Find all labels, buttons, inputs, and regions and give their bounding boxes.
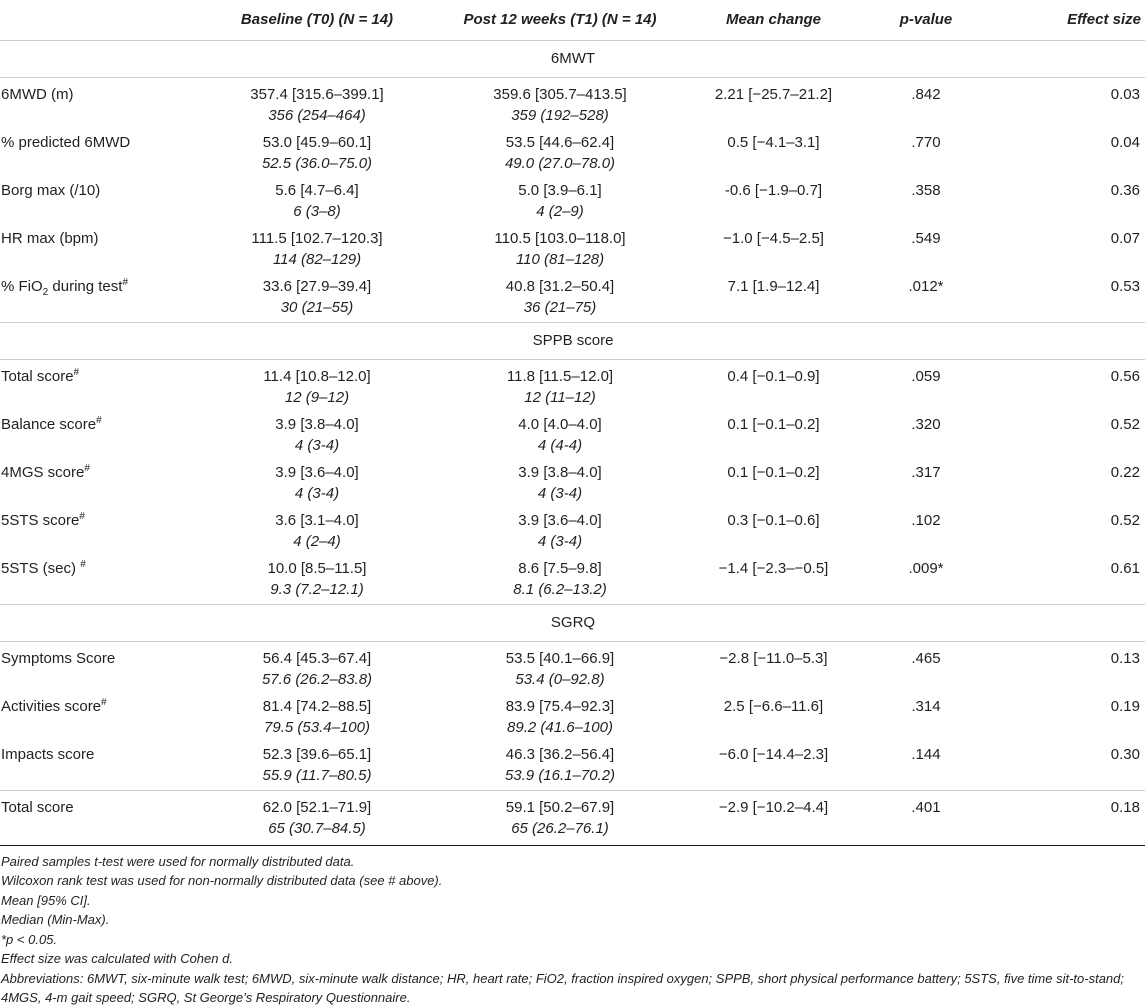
row-label [0,77,200,126]
row-label-text: Impacts score [1,745,95,763]
post-mean-ci: 40.8 [31.2–50.4] [505,277,615,295]
p-value-cell: .465 [911,649,941,667]
mean-change-cell: −2.8 [−11.0–5.3] [719,649,828,667]
footnote-line: Median (Min-Max). [1,912,110,927]
section-title: 6MWT [0,40,1145,77]
post-mean-ci: 359.6 [305.7–413.5] [493,85,627,103]
effect-size-cell: 0.30 [991,738,1145,791]
mean-change-cell: 0.1 [−0.1–0.2] [727,463,820,481]
baseline-median-range: 52.5 (36.0–75.0) [261,154,373,172]
row-label-text: % FiO [1,277,43,295]
effect-size-cell: 0.03 [1110,85,1140,103]
baseline-mean-ci: 3.9 [3.8–4.0] [275,415,359,433]
row-label [0,690,200,738]
header-cell-post: Post 12 weeks (T1) (N = 14) [434,0,686,40]
baseline-mean-ci: 357.4 [315.6–399.1] [250,85,384,103]
row-label [0,270,200,323]
row-label-text: Activities score [1,697,102,715]
post-mean-ci: 46.3 [36.2–56.4] [505,745,615,763]
row-label-text: 5STS (sec) [1,559,81,577]
baseline-cell [200,408,434,456]
baseline-mean-ci: 11.4 [10.8–12.0] [263,367,371,385]
table-row [0,359,1145,408]
post-cell [434,641,686,690]
post-mean-ci: 83.9 [75.4–92.3] [505,697,615,715]
baseline-cell [200,77,434,126]
post-mean-ci: 53.5 [44.6–62.4] [505,133,615,151]
post-mean-ci: 8.6 [7.5–9.8] [518,559,602,577]
p-value-cell: .842 [911,85,941,103]
baseline-mean-ci: 3.6 [3.1–4.0] [275,511,359,529]
row-label-text: % predicted 6MWD [1,133,131,151]
p-value-cell: .317 [911,463,941,481]
row-label-text: Symptoms Score [1,649,116,667]
baseline-cell [200,126,434,174]
mean-change-cell: 0.4 [−0.1–0.9] [727,367,820,385]
post-cell [434,738,686,791]
baseline-cell [200,738,434,791]
mean-change-cell: −1.0 [−4.5–2.5] [723,229,824,247]
p-value-cell: .549 [911,229,941,247]
effect-size-cell: 0.53 [991,270,1145,323]
post-mean-ci: 3.9 [3.8–4.0] [518,463,602,481]
post-median-range: 53.4 (0–92.8) [515,670,605,688]
baseline-cell [200,504,434,552]
footnote-line: Effect size was calculated with Cohen d. [1,951,233,966]
p-value-cell: .009* [861,552,991,605]
mean-change-cell: -0.6 [−1.9–0.7] [724,181,823,199]
baseline-median-range: 12 (9–12) [284,388,350,406]
p-value-cell: .314 [911,697,941,715]
post-mean-ci: 59.1 [50.2–67.9] [505,798,615,816]
post-median-range: 65 (26.2–76.1) [511,819,609,837]
baseline-cell [200,359,434,408]
effect-size-cell: 0.04 [1110,133,1140,151]
p-value-cell: .320 [911,415,941,433]
footnote-line: Abbreviations: 6MWT, six-minute walk test; 6MWD, six-minute walk distance; HR, heart rate; FiO2, fraction inspired oxygen; SPPB, short physical performance battery; 5STS, five time sit-to-stand; 4MGS, 4-m gait speed; SGRQ, St George’s Respiratory Questionnaire. [1,970,1124,1005]
post-cell [434,552,686,605]
effect-size-cell: 0.56 [1110,367,1140,385]
table-row [0,552,1145,605]
row-label [0,359,200,408]
baseline-median-range: 4 (2–4) [293,532,341,550]
table-row [0,790,1145,845]
post-mean-ci: 11.8 [11.5–12.0] [506,367,614,385]
p-value-cell: .770 [911,133,941,151]
post-cell [434,270,686,323]
baseline-median-range: 4 (3-4) [294,484,340,502]
section-title: SGRQ [0,604,1145,641]
post-cell [434,504,686,552]
row-label-text: 4MGS score [1,463,85,481]
row-label-text: 5STS score [1,511,80,529]
nonparametric-marker: # [96,414,102,426]
mean-change-cell: 2.5 [−6.6–11.6] [723,697,824,715]
effect-size-cell: 0.22 [1110,463,1140,481]
post-median-range: 4 (2–9) [536,202,584,220]
post-median-range: 4 (3-4) [537,484,583,502]
row-label-text: Borg max (/10) [1,181,101,199]
mean-change-cell: −2.9 [−10.2–4.4] [686,790,861,845]
post-cell [434,456,686,504]
mean-change-cell: −1.4 [−2.3–−0.5] [686,552,861,605]
baseline-median-range: 55.9 (11.7–80.5) [262,766,372,784]
row-label [0,174,200,222]
header-cell-effect-size: Effect size [991,0,1145,40]
baseline-median-range: 30 (21–55) [280,298,354,316]
footnote-line: Mean [95% CI]. [1,892,91,908]
baseline-median-range: 65 (30.7–84.5) [268,819,366,837]
baseline-median-range: 57.6 (26.2–83.8) [261,670,373,688]
footnote-line: *p < 0.05. [1,931,58,947]
post-median-range: 359 (192–528) [511,106,609,124]
post-median-range: 4 (3-4) [537,532,583,550]
baseline-cell [200,456,434,504]
post-median-range: 53.9 (16.1–70.2) [504,766,616,784]
effect-size-cell: 0.13 [1110,649,1140,667]
row-label [0,126,200,174]
table-row [0,174,1145,222]
row-label-text: Total score [1,367,74,385]
baseline-mean-ci: 53.0 [45.9–60.1] [262,133,372,151]
mean-change-cell: 0.3 [−0.1–0.6] [727,511,820,529]
table-row [0,126,1145,174]
baseline-cell [200,690,434,738]
row-label [0,222,200,270]
post-median-range: 110 (81–128) [515,250,605,268]
effect-size-cell: 0.36 [1110,181,1140,199]
post-mean-ci: 4.0 [4.0–4.0] [518,415,602,433]
table-body [0,40,1145,845]
baseline-mean-ci: 3.9 [3.6–4.0] [275,463,359,481]
effect-size-cell: 0.07 [1110,229,1140,247]
post-cell [434,359,686,408]
table-row [0,456,1145,504]
table-row [0,738,1145,791]
table-row [0,504,1145,552]
nonparametric-marker: # [80,558,86,570]
baseline-mean-ci: 52.3 [39.6–65.1] [262,745,372,763]
header-cell-label [0,0,200,40]
post-median-range: 36 (21–75) [523,298,597,316]
nonparametric-marker: # [101,696,107,708]
post-median-range: 4 (4-4) [537,436,583,454]
row-label [0,790,200,845]
section-title: SPPB score [0,322,1145,359]
table-row [0,408,1145,456]
section-header-row [0,322,1145,359]
post-cell [434,408,686,456]
nonparametric-marker: # [79,510,85,522]
row-label-text: 6MWD (m) [1,85,74,103]
p-value-cell: .012* [861,270,991,323]
baseline-cell [200,641,434,690]
nonparametric-marker: # [122,276,129,288]
row-label [0,738,200,791]
mean-change-cell: 7.1 [1.9–12.4] [686,270,861,323]
post-mean-ci: 53.5 [40.1–66.9] [505,649,615,667]
mean-change-cell: 2.21 [−25.7–21.2] [714,85,833,103]
post-mean-ci: 5.0 [3.9–6.1] [518,181,602,199]
row-label-text: HR max (bpm) [1,229,99,247]
post-cell [434,77,686,126]
row-label [0,456,200,504]
p-value-cell: .102 [911,511,941,529]
baseline-cell [200,222,434,270]
baseline-cell [200,270,434,323]
effect-size-cell: 0.52 [1110,415,1140,433]
effect-size-cell: 0.19 [1110,697,1140,715]
row-label-text: Total score [1,798,74,816]
baseline-median-range: 4 (3-4) [294,436,340,454]
table-row [0,270,1145,323]
mean-change-cell: 0.1 [−0.1–0.2] [727,415,820,433]
baseline-cell [200,552,434,605]
baseline-median-range: 114 (82–129) [272,250,362,268]
baseline-mean-ci: 111.5 [102.7–120.3] [251,229,383,247]
effect-size-cell: 0.18 [991,790,1145,845]
footnote-line: Wilcoxon rank test was used for non-normally distributed data (see # above). [1,873,443,888]
header-cell-p-value: p-value [861,0,991,40]
row-label [0,504,200,552]
effect-size-cell: 0.61 [991,552,1145,605]
section-header-row [0,604,1145,641]
table-row [0,690,1145,738]
table-row [0,77,1145,126]
effect-size-cell: 0.52 [1110,511,1140,529]
p-value-cell: .144 [861,738,991,791]
post-median-range: 89.2 (41.6–100) [507,718,613,736]
post-cell [434,690,686,738]
row-label [0,641,200,690]
footnote-line: Paired samples t-test were used for normally distributed data. [1,853,355,869]
baseline-median-range: 6 (3–8) [293,202,341,220]
p-value-cell: .401 [861,790,991,845]
post-median-range: 12 (11–12) [524,388,596,406]
nonparametric-marker: # [84,462,90,474]
p-value-cell: .059 [911,367,941,385]
row-label-subscript: 2 [42,286,49,298]
header-cell-mean-change: Mean change [686,0,861,40]
baseline-median-range: 356 (254–464) [268,106,366,124]
baseline-median-range: 9.3 (7.2–12.1) [270,580,364,598]
table-footnotes [0,846,1145,1008]
baseline-mean-ci: 33.6 [27.9–39.4] [262,277,372,295]
post-median-range: 8.1 (6.2–13.2) [513,580,607,598]
baseline-median-range: 79.5 (53.4–100) [264,718,370,736]
p-value-cell: .358 [911,181,941,199]
row-label [0,552,200,605]
baseline-cell [200,790,434,845]
nonparametric-marker: # [73,366,80,378]
post-cell [434,790,686,845]
mean-change-cell: −6.0 [−14.4–2.3] [686,738,861,791]
baseline-mean-ci: 5.6 [4.7–6.4] [275,181,359,199]
baseline-mean-ci: 10.0 [8.5–11.5] [267,559,367,577]
post-mean-ci: 3.9 [3.6–4.0] [518,511,602,529]
mean-change-cell: 0.5 [−4.1–3.1] [727,133,820,151]
post-cell [434,174,686,222]
post-cell [434,126,686,174]
post-cell [434,222,686,270]
table-header [0,0,1145,40]
table-row [0,641,1145,690]
baseline-mean-ci: 56.4 [45.3–67.4] [262,649,372,667]
section-header-row [0,40,1145,77]
table-row [0,222,1145,270]
row-label [0,408,200,456]
baseline-cell [200,174,434,222]
baseline-mean-ci: 81.4 [74.2–88.5] [262,697,372,715]
row-label-text: Balance score [1,415,97,433]
row-label-suffix: during test [48,277,123,295]
baseline-mean-ci: 62.0 [52.1–71.9] [262,798,372,816]
post-median-range: 49.0 (27.0–78.0) [504,154,616,172]
post-mean-ci: 110.5 [103.0–118.0] [494,229,626,247]
header-cell-baseline: Baseline (T0) (N = 14) [200,0,434,40]
